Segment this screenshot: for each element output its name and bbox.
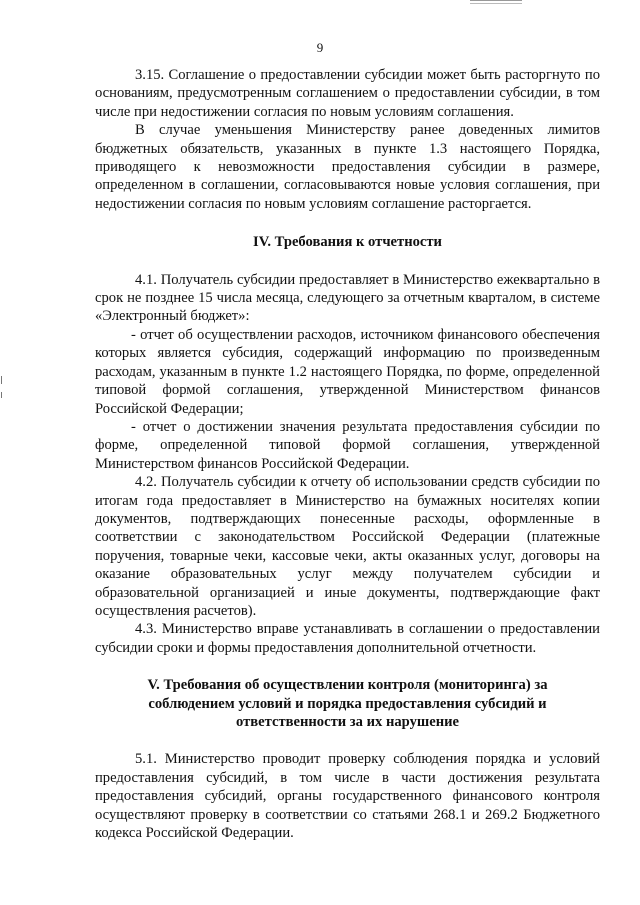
dash-item-expense-report: - отчет об осуществлении расходов, источником финансового обеспечения которых является субсидия, содержащий информацию по произведенным расходам, указанным в пункте 1.2 настоящего Порядка, по форме, определенной типовой формой соглашения, утвержденной Министерством финансов Российской Федерации; [95, 326, 600, 417]
dash-item-result-report: - отчет о достижении значения результата предоставления субсидии по форме, определенной типовой формой соглашения, утвержденной Министерством финансов Российской Федерации. [95, 418, 600, 472]
paragraph-5-1: 5.1. Министерство проводит проверку соблюдения порядка и условий предоставления субсидий, в том числе в части достижения результата предоставления субсидий, органы государственного финансового контроля осуществляют проверку в соответствии со статьями 268.1 и 269.2 Бюджетного кодекса Российской Федерации. [95, 751, 600, 842]
section-5-heading-line: V. Требования об осуществлении контроля (мониторинга) за [147, 677, 548, 694]
section-5-heading [95, 676, 600, 731]
page-number: 9 [316, 40, 324, 55]
scan-side-mark [1, 376, 2, 384]
scan-side-mark [1, 392, 2, 398]
scan-edge-mark [470, 0, 522, 4]
section-5-heading-line: соблюдением условий и порядка предоставления субсидий и [148, 695, 547, 712]
section-4-heading: IV. Требования к отчетности [253, 234, 442, 251]
paragraph-3-15: 3.15. Соглашение о предоставлении субсидии может быть расторгнуто по основаниям, предусмотренным соглашением о предоставлении субсидии, в том числе при недостижении согласия по новым условиям соглашения. [95, 67, 600, 120]
paragraph-4-1: 4.1. Получатель субсидии предоставляет в Министерство ежеквартально в срок не позднее 15 числа месяца, следующего за отчетным кварталом, в системе «Электронный бюджет»: [95, 271, 600, 325]
paragraph-limits-reduction: В случае уменьшения Министерству ранее доведенных лимитов бюджетных обязательств, указанных в пункте 1.3 настоящего Порядка, приводящего к невозможности предоставления субсидии в размере, определенном в соглашении, согласовываются новые условия соглашения, при недостижении согласия по новым условиям соглашение расторгается. [95, 122, 600, 212]
section-5-heading-line: ответственности за их нарушение [236, 714, 459, 730]
document-body [95, 66, 600, 842]
paragraph-4-2: 4.2. Получатель субсидии к отчету об использовании средств субсидии по итогам года предоставляет в Министерство на бумажных носителях копии документов, подтверждающих понесенные расходы, оформленные в соответствии с законодательством Российской Федерации (платежные поручения, товарные чеки, кассовые чеки, акты оказанных услуг, договоры на оказание образовательных услуг между получателем субсидии и образовательной организацией и иные документы, подтверждающие факт осуществления расчетов). [95, 474, 600, 619]
paragraph-4-3: 4.3. Министерство вправе устанавливать в соглашении о предоставлении субсидии сроки и формы предоставления дополнительной отчетности. [95, 621, 600, 656]
